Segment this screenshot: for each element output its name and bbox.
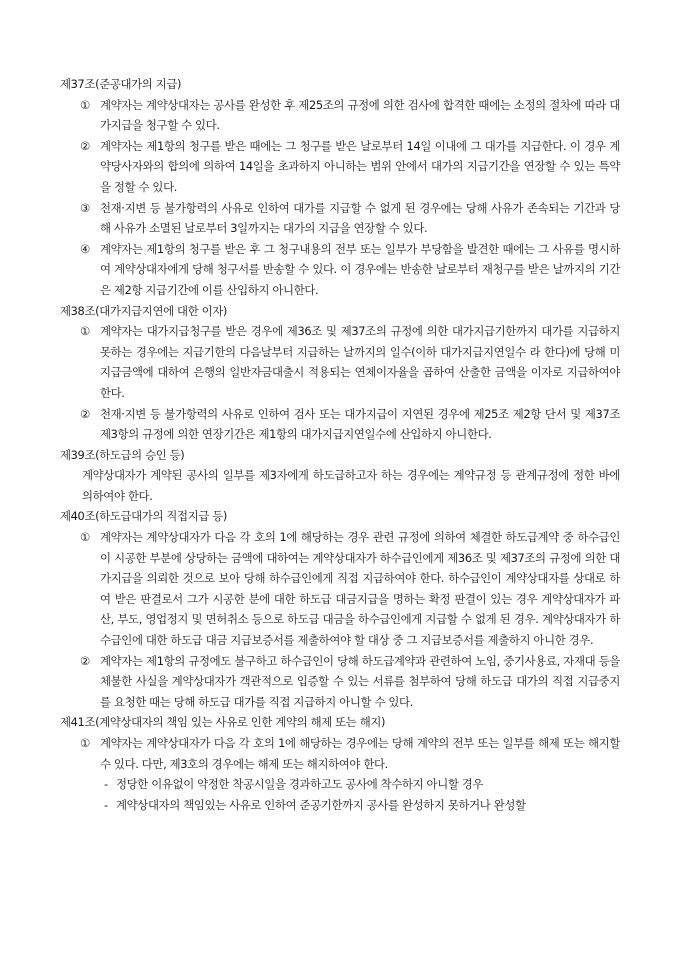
list-dash: -	[104, 777, 108, 792]
paragraph	[60, 95, 620, 136]
list-item	[60, 795, 620, 816]
paragraph	[60, 651, 620, 713]
article-title: 제39조(하도급의 승인 등)	[60, 447, 185, 462]
article-body: 계약상대자가 계약된 공사의 일부를 제3자에게 하도급하고자 하는 경우에는 계약규정 등 관계규정에 정한 바에 의하여야 한다.	[82, 468, 620, 503]
paragraph	[60, 527, 620, 651]
list-item	[60, 774, 620, 795]
article-39	[60, 445, 620, 507]
paragraph	[60, 198, 620, 239]
article-title: 제40조(하도급대가의 직접지급 등)	[60, 509, 228, 524]
article-38	[60, 301, 620, 445]
article-41	[60, 712, 620, 815]
paragraph	[60, 733, 620, 774]
paragraph-number: ②	[80, 138, 90, 153]
paragraph-number: ②	[80, 653, 90, 668]
paragraph-text: 계약자는 계약상대자가 다음 각 호의 1에 해당하는 경우에는 당해 계약의 전부 또는 일부를 해제 또는 해지할 수 있다. 다만, 제3호의 경우에는 해제 또는 해지하여야 한다.	[100, 736, 620, 771]
article-37	[60, 74, 620, 301]
paragraph-number: ①	[80, 736, 90, 750]
paragraph-text: 천재·지변 등 불가항력의 사유로 인하여 검사 또는 대가지급이 지연된 경우에 제25조 제2항 단서 및 제37조 제3항의 규정에 의한 연장기간은 제1항의 대가지급지연일수에 산입하지 아니한다.	[100, 406, 620, 442]
paragraph	[60, 239, 620, 301]
paragraph-text: 계약자는 계약상대자는 공사를 완성한 후 제25조의 규정에 의한 검사에 합격한 때에는 소정의 절차에 따라 대가지급을 청구할 수 있다.	[100, 97, 620, 133]
paragraph-number: ①	[80, 324, 90, 339]
list-dash: -	[104, 797, 108, 812]
paragraph	[60, 136, 620, 198]
paragraph-text: 계약자는 제1항의 청구를 받은 후 그 청구내용의 전부 또는 일부가 부당함을 발견한 때에는 그 사유를 명시하여 계약상대자에게 당해 청구서를 반송할 수 있다. 이 경우에는 반송한 날로부터 재청구를 받은 날까지의 기간은 제2항 지급기간에 이를 산입하지 아니한다.	[100, 241, 620, 297]
paragraph-text: 계약자는 계약상대자가 다음 각 호의 1에 해당하는 경우 관련 규정에 의하여 체결한 하도급계약 중 하수급인이 시공한 부분에 상당하는 금액에 대하여는 계약상대자가 하수급인에게 제36조 및 제37조의 규정에 의한 대가지급을 의뢰한 것으로 보아 당해 하수급인에게 직접 지급하여야 한다. 하수급인이 계약상대자를 상대로 하여 받은 판결로서 그가 시공한 분에 대한 하도급 대금지급을 명하는 확정 판결이 있는 경우 계약상대자가 파산, 부도, 영업정지 및 면허취소 등으로 하도급 대금을 하수급인에게 지급할 수 없게 된 경우. 계약상대자가 하수급인에 대한 하도급 대금 지급보증서를 제출하여야 할 대상 중 그 지급보증서를 제출하지 아니한 경우.	[100, 530, 620, 648]
paragraph-number: ②	[80, 406, 90, 421]
paragraph	[60, 321, 620, 403]
paragraph-text: 계약자는 제1항의 규정에도 불구하고 하수급인이 당해 하도급계약과 관련하여 노임, 중기사용료, 자재대 등을 체불한 사실을 계약상대자가 객관적으로 입증할 수 있는 서류를 첨부하여 당해 하도급 대가의 직접 지급중지를 요청한 때는 당해 하도급 대가를 직접 지급하지 아니할 수 있다.	[100, 653, 620, 709]
paragraph-number: ④	[80, 241, 90, 256]
paragraph-text: 계약자는 대가지급청구를 받은 경우에 제36조 및 제37조의 규정에 의한 대가지급기한까지 대가를 지급하지 못하는 경우에는 지급기한의 다음날부터 지급하는 날까지의 일수(이하 대가지급지연일수 라 한다)에 당해 미지급금액에 대하여 은행의 일반자금대출시 적용되는 연체이자율을 곱하여 산출한 금액을 이자로 지급하여야 한다.	[100, 324, 620, 400]
paragraph-text: 계약자는 제1항의 청구를 받은 때에는 그 청구를 받은 날로부터 14일 이내에 그 대가를 지급한다. 이 경우 계약당사자와의 합의에 의하여 14일을 초과하지 아니하는 범위 안에서 대가의 지급기간을 연장할 수 있는 특약을 정할 수 있다.	[100, 138, 620, 194]
paragraph-number: ①	[80, 97, 90, 112]
article-title: 제38조(대가지급지연에 대한 이자)	[60, 303, 228, 318]
article-title: 제37조(준공대가의 지급)	[60, 77, 182, 91]
list-item-text: 정당한 이유없이 약정한 착공시일을 경과하고도 공사에 착수하지 아니할 경우	[116, 777, 484, 792]
paragraph-text: 천재·지변 등 불가항력의 사유로 인하여 대가를 지급할 수 없게 된 경우에는 당해 사유가 존속되는 기간과 당해 사유가 소멸된 날로부터 3일까지는 대가의 지급을 연장할 수 있다.	[100, 200, 620, 236]
paragraph	[60, 404, 620, 445]
paragraph-number: ①	[80, 530, 90, 545]
article-title: 제41조(계약상대자의 책임 있는 사유로 인한 계약의 해제 또는 해지)	[60, 715, 386, 730]
paragraph-number: ③	[80, 200, 90, 215]
list-item-text: 계약상대자의 책임있는 사유로 인하여 준공기한까지 공사를 완성하지 못하거나 완성할	[116, 797, 526, 812]
article-40	[60, 506, 620, 712]
